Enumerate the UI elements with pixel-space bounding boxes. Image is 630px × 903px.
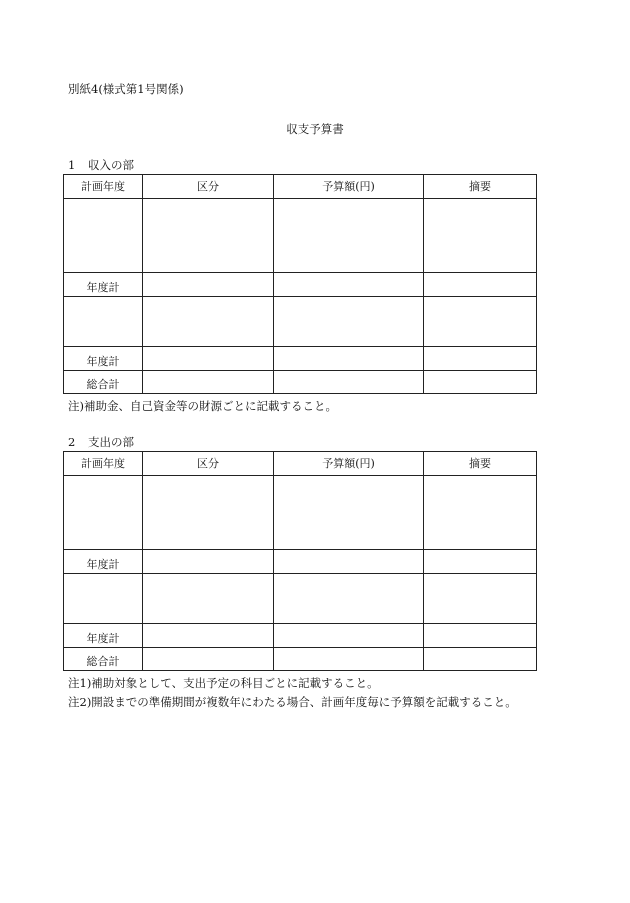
income-note: 注)補助金、自己資金等の財源ごとに記載すること。 bbox=[68, 399, 337, 413]
header-category: 区分 bbox=[143, 175, 274, 199]
expenditure-section-number: 2 bbox=[68, 435, 76, 449]
income-table bbox=[63, 174, 537, 394]
income-header-row bbox=[64, 175, 537, 199]
year-total-label: 年度計 bbox=[64, 273, 143, 297]
cell-plan-year[interactable] bbox=[64, 476, 143, 550]
year-total-label: 年度計 bbox=[64, 550, 143, 574]
cell-category[interactable] bbox=[143, 476, 274, 550]
expenditure-entry-row bbox=[64, 574, 537, 624]
expenditure-table bbox=[63, 451, 537, 671]
cell-remarks[interactable] bbox=[424, 199, 537, 273]
document-title: 収支予算書 bbox=[286, 122, 344, 136]
cell-category[interactable] bbox=[143, 574, 274, 624]
cell-budget-amount[interactable] bbox=[274, 347, 424, 371]
income-entry-row bbox=[64, 297, 537, 347]
cell-category[interactable] bbox=[143, 273, 274, 297]
cell-remarks[interactable] bbox=[424, 476, 537, 550]
cell-category[interactable] bbox=[143, 648, 274, 671]
expenditure-section-title: 支出の部 bbox=[88, 435, 134, 449]
cell-remarks[interactable] bbox=[424, 347, 537, 371]
header-plan-year: 計画年度 bbox=[64, 175, 143, 199]
cell-category[interactable] bbox=[143, 624, 274, 648]
income-section-title: 収入の部 bbox=[88, 158, 134, 172]
cell-remarks[interactable] bbox=[424, 574, 537, 624]
cell-budget-amount[interactable] bbox=[274, 550, 424, 574]
income-section-heading bbox=[68, 157, 134, 173]
year-total-label: 年度計 bbox=[64, 347, 143, 371]
expenditure-note-1: 注1)補助対象として、支出予定の科目ごとに記載すること。 bbox=[68, 676, 379, 690]
cell-remarks[interactable] bbox=[424, 624, 537, 648]
cell-budget-amount[interactable] bbox=[274, 297, 424, 347]
cell-remarks[interactable] bbox=[424, 273, 537, 297]
year-total-label: 年度計 bbox=[64, 624, 143, 648]
cell-category[interactable] bbox=[143, 347, 274, 371]
cell-budget-amount[interactable] bbox=[274, 624, 424, 648]
income-section-number: 1 bbox=[68, 158, 76, 172]
cell-plan-year[interactable] bbox=[64, 199, 143, 273]
header-budget-amount: 予算額(円) bbox=[274, 452, 424, 476]
cell-category[interactable] bbox=[143, 297, 274, 347]
expenditure-grand-total-row bbox=[64, 648, 537, 671]
cell-budget-amount[interactable] bbox=[274, 648, 424, 671]
cell-plan-year[interactable] bbox=[64, 574, 143, 624]
expenditure-note-2: 注2)開設までの準備期間が複数年にわたる場合、計画年度毎に予算額を記載すること。 bbox=[68, 695, 517, 709]
cell-category[interactable] bbox=[143, 199, 274, 273]
cell-category[interactable] bbox=[143, 550, 274, 574]
cell-budget-amount[interactable] bbox=[274, 371, 424, 394]
header-remarks: 摘要 bbox=[424, 175, 537, 199]
header-category: 区分 bbox=[143, 452, 274, 476]
expenditure-header-row bbox=[64, 452, 537, 476]
cell-budget-amount[interactable] bbox=[274, 199, 424, 273]
cell-remarks[interactable] bbox=[424, 648, 537, 671]
expenditure-year-total-row bbox=[64, 624, 537, 648]
header-plan-year: 計画年度 bbox=[64, 452, 143, 476]
cell-category[interactable] bbox=[143, 371, 274, 394]
income-year-total-row bbox=[64, 347, 537, 371]
income-grand-total-row bbox=[64, 371, 537, 394]
cell-budget-amount[interactable] bbox=[274, 273, 424, 297]
cell-remarks[interactable] bbox=[424, 371, 537, 394]
income-entry-row bbox=[64, 199, 537, 273]
cell-budget-amount[interactable] bbox=[274, 574, 424, 624]
cell-remarks[interactable] bbox=[424, 297, 537, 347]
header-remarks: 摘要 bbox=[424, 452, 537, 476]
expenditure-section-heading bbox=[68, 434, 134, 450]
cell-plan-year[interactable] bbox=[64, 297, 143, 347]
expenditure-entry-row bbox=[64, 476, 537, 550]
grand-total-label: 総合計 bbox=[64, 371, 143, 394]
expenditure-year-total-row bbox=[64, 550, 537, 574]
header-budget-amount: 予算額(円) bbox=[274, 175, 424, 199]
cell-remarks[interactable] bbox=[424, 550, 537, 574]
grand-total-label: 総合計 bbox=[64, 648, 143, 671]
cell-budget-amount[interactable] bbox=[274, 476, 424, 550]
income-year-total-row bbox=[64, 273, 537, 297]
form-id-label: 別紙4(様式第1号関係) bbox=[68, 82, 184, 96]
